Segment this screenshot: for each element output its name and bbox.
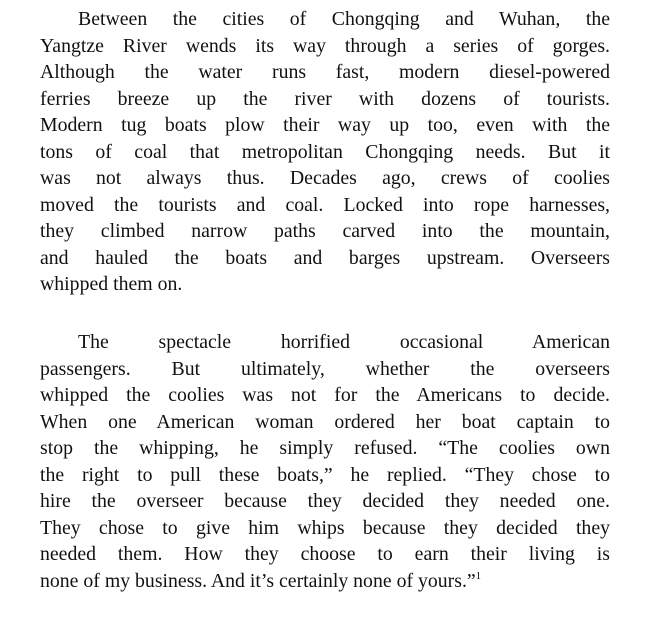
text-line: the right to pull these boats,” he replied. “They chose to	[40, 463, 610, 486]
text-line: ferries breeze up the river with dozens of tourists.	[40, 87, 610, 110]
text-line: hire the overseer because they decided they needed one.	[40, 490, 610, 512]
text-line: tons of coal that metropolitan Chongqing needs. But it	[40, 140, 610, 163]
text-line: needed them. How they choose to earn their living is	[40, 543, 610, 565]
text-line: passengers. But ultimately, whether the overseers	[40, 357, 610, 380]
text-line: The spectacle horrified occasional American	[78, 331, 610, 353]
text-line: whipped them on.	[40, 273, 183, 295]
text-line: and hauled the boats and barges upstream. Overseers	[40, 246, 610, 269]
text-line: Yangtze River wends its way through a series of gorges.	[40, 34, 610, 57]
text-line: Although the water runs fast, modern diesel-powered	[40, 61, 610, 83]
text-line-last	[40, 568, 610, 595]
footnote-marker[interactable]: 1	[475, 569, 482, 582]
text-line: They chose to give him whips because they decided they	[40, 516, 610, 539]
text-line: was not always thus. Decades ago, crews of coolies	[40, 167, 610, 189]
text-line: When one American woman ordered her boat captain to	[40, 410, 610, 433]
paragraph-1	[40, 6, 610, 298]
paragraph-2	[40, 329, 610, 594]
text-line: Between the cities of Chongqing and Wuhan, the	[78, 8, 610, 30]
text-line: moved the tourists and coal. Locked into rope harnesses,	[40, 193, 610, 216]
text-line: they climbed narrow paths carved into the mountain,	[40, 220, 610, 242]
text-line: Modern tug boats plow their way up too, even with the	[40, 114, 610, 136]
text-line: whipped the coolies was not for the Americans to decide.	[40, 384, 610, 406]
text-line: stop the whipping, he simply refused. “The coolies own	[40, 437, 610, 459]
last-line-text: none of my business. And it’s certainly none of yours.”	[40, 569, 476, 592]
